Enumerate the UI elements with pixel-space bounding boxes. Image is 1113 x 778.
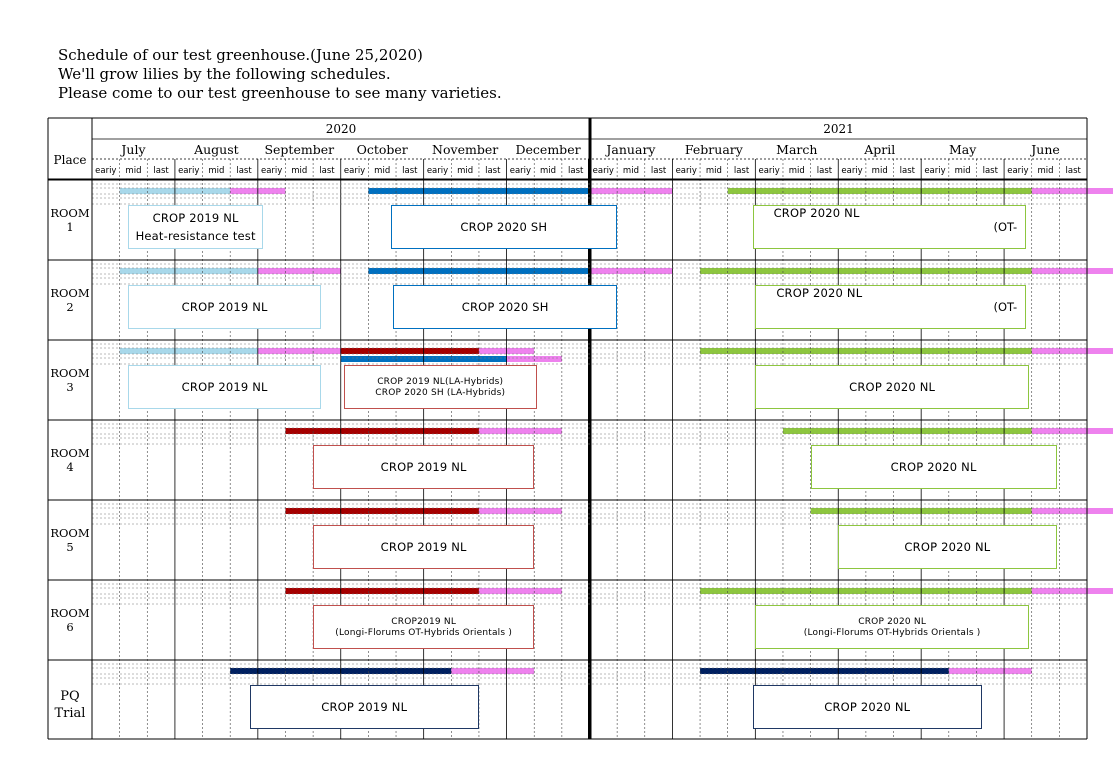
schedule-bar: [590, 268, 673, 274]
crop-box-subtitle: Heat-resistance test: [135, 229, 256, 243]
room-number: Trial: [54, 706, 86, 721]
crop-box-trailing-text: (OT-: [993, 220, 1018, 234]
crop-box: [393, 285, 617, 329]
period-label: last: [485, 166, 501, 176]
year-2021-label: 2021: [823, 122, 854, 136]
schedule-bar: [285, 428, 478, 434]
period-label: mid: [374, 166, 391, 176]
crop-box-title: CROP2019 NL: [391, 617, 457, 627]
period-label: mid: [540, 166, 557, 176]
schedule-bar: [285, 508, 478, 514]
crop-box: [755, 605, 1029, 649]
room-number: 3: [66, 380, 74, 394]
schedule-bar: [1032, 268, 1113, 274]
period-label: mid: [1037, 166, 1054, 176]
period-label: eariy: [178, 166, 200, 176]
crop-box-title: CROP 2019 NL: [380, 540, 467, 554]
schedule-bar: [479, 428, 562, 434]
period-label: mid: [457, 166, 474, 176]
month-label: January: [606, 142, 656, 157]
period-label: last: [236, 166, 252, 176]
month-label: February: [684, 142, 743, 157]
year-2020-label: 2020: [325, 122, 357, 136]
crop-box-title: CROP 2020 NL: [904, 540, 991, 554]
crop-box-title: CROP 2019 NL: [380, 460, 467, 474]
room-label: ROOM: [50, 446, 90, 460]
month-label: May: [948, 142, 977, 157]
room-label: ROOM: [50, 206, 90, 220]
room-label: PQ: [60, 689, 80, 704]
crop-box-title: CROP 2020 SH: [460, 220, 548, 234]
month-label: July: [121, 142, 146, 157]
schedule-bar: [1032, 348, 1113, 354]
period-label: eariy: [95, 166, 117, 176]
month-label: November: [432, 142, 499, 157]
crop-box-title: CROP 2020 NL: [773, 206, 860, 220]
month-label: March: [776, 142, 818, 157]
period-label: last: [816, 166, 833, 176]
schedule-bar: [590, 188, 673, 194]
schedule-bar: [479, 508, 562, 514]
period-label: eariy: [675, 166, 697, 176]
period-label: mid: [125, 166, 142, 176]
period-label: mid: [622, 166, 639, 176]
period-label: eariy: [1007, 166, 1029, 176]
month-label: April: [864, 142, 896, 157]
month-label: October: [356, 142, 408, 157]
month-label: August: [194, 142, 239, 157]
crop-box: [313, 605, 534, 649]
room-label: ROOM: [50, 526, 90, 540]
period-label: eariy: [426, 166, 449, 176]
period-label: eariy: [758, 166, 780, 176]
place-header: Place: [53, 153, 87, 167]
schedule-bar: [1032, 188, 1113, 194]
crop-box-subtitle: (Longi-Florums OT-Hybrids Orientals ): [335, 628, 513, 638]
intro-line-2: We'll grow lilies by the following schedules.: [58, 65, 391, 83]
schedule-bar: [258, 348, 341, 354]
crop-box-title: CROP 2020 NL: [858, 617, 927, 627]
crop-box: [753, 205, 1027, 249]
period-label: eariy: [509, 166, 532, 176]
crop-box: [128, 285, 321, 329]
schedule-bar: [1032, 588, 1113, 594]
month-label: June: [1031, 142, 1060, 157]
room-label: ROOM: [50, 286, 90, 300]
crop-box-trailing-text: (OT-: [993, 300, 1018, 314]
period-label: last: [982, 166, 998, 176]
crop-box: [128, 205, 263, 249]
schedule-bar: [949, 668, 1032, 674]
schedule-bar: [120, 268, 258, 274]
period-label: mid: [871, 166, 888, 176]
crop-box: [755, 365, 1029, 409]
room-number: 6: [66, 620, 74, 634]
period-label: mid: [291, 166, 308, 176]
crop-box: [838, 525, 1056, 569]
period-label: mid: [208, 166, 225, 176]
month-label: December: [515, 142, 581, 157]
period-label: last: [899, 166, 916, 176]
period-label: eariy: [343, 166, 366, 176]
crop-box-title: CROP 2020 SH: [461, 300, 549, 314]
schedule-bar: [120, 348, 258, 354]
period-label: mid: [705, 166, 722, 176]
crop-box-title: CROP 2019 NL(LA-Hybrids): [377, 377, 504, 387]
crop-box-title: CROP 2019 NL: [152, 211, 239, 225]
room-number: 5: [66, 540, 74, 554]
crop-box: [391, 205, 618, 249]
period-label: mid: [788, 166, 805, 176]
period-label: eariy: [260, 166, 283, 176]
schedule-bar: [285, 588, 478, 594]
schedule-bar: [479, 588, 562, 594]
schedule-bar: [451, 668, 534, 674]
room-number: 1: [66, 220, 74, 234]
crop-box: [313, 525, 534, 569]
schedule-bar: [341, 348, 479, 354]
period-label: last: [733, 166, 750, 176]
crop-box: [128, 365, 321, 409]
room-number: 4: [66, 460, 74, 474]
period-label: mid: [954, 166, 971, 176]
crop-box-title: CROP 2020 NL: [776, 286, 863, 300]
schedule-bar: [1032, 508, 1113, 514]
crop-box: [755, 285, 1026, 329]
crop-box: [811, 445, 1057, 489]
schedule-bar: [700, 668, 949, 674]
schedule-bar: [258, 268, 341, 274]
crop-box-subtitle: (Longi-Florums OT-Hybrids Orientals ): [803, 628, 981, 638]
period-label: eariy: [841, 166, 863, 176]
period-label: last: [402, 166, 418, 176]
crop-box: [250, 685, 479, 729]
intro-line-1: Schedule of our test greenhouse.(June 25,2020): [58, 46, 423, 64]
crop-box-title: CROP 2019 NL: [181, 380, 268, 394]
schedule-bar: [783, 428, 1032, 434]
crop-box-title: CROP 2019 NL: [181, 300, 268, 314]
room-label: ROOM: [50, 366, 90, 380]
period-label: eariy: [924, 166, 946, 176]
crop-box: [753, 685, 982, 729]
period-label: last: [650, 166, 667, 176]
schedule-bars: [120, 188, 1113, 674]
period-label: last: [1065, 166, 1081, 176]
period-label: last: [153, 166, 169, 176]
crop-box-subtitle: CROP 2020 SH (LA-Hybrids): [375, 388, 506, 398]
schedule-bar: [1032, 428, 1113, 434]
crop-box: [313, 445, 534, 489]
crop-box: [344, 365, 537, 409]
room-label: ROOM: [50, 606, 90, 620]
crop-box-title: CROP 2020 NL: [890, 460, 977, 474]
crop-box-title: CROP 2020 NL: [849, 380, 936, 394]
room-number: 2: [66, 300, 74, 314]
period-label: last: [568, 166, 584, 176]
period-label: eariy: [592, 166, 614, 176]
crop-box-title: CROP 2020 NL: [824, 700, 911, 714]
month-label: September: [264, 142, 335, 157]
schedule-bar: [728, 188, 1032, 194]
intro-line-3: Please come to our test greenhouse to see many varieties.: [58, 84, 502, 102]
period-label: last: [319, 166, 335, 176]
crop-box-title: CROP 2019 NL: [321, 700, 408, 714]
